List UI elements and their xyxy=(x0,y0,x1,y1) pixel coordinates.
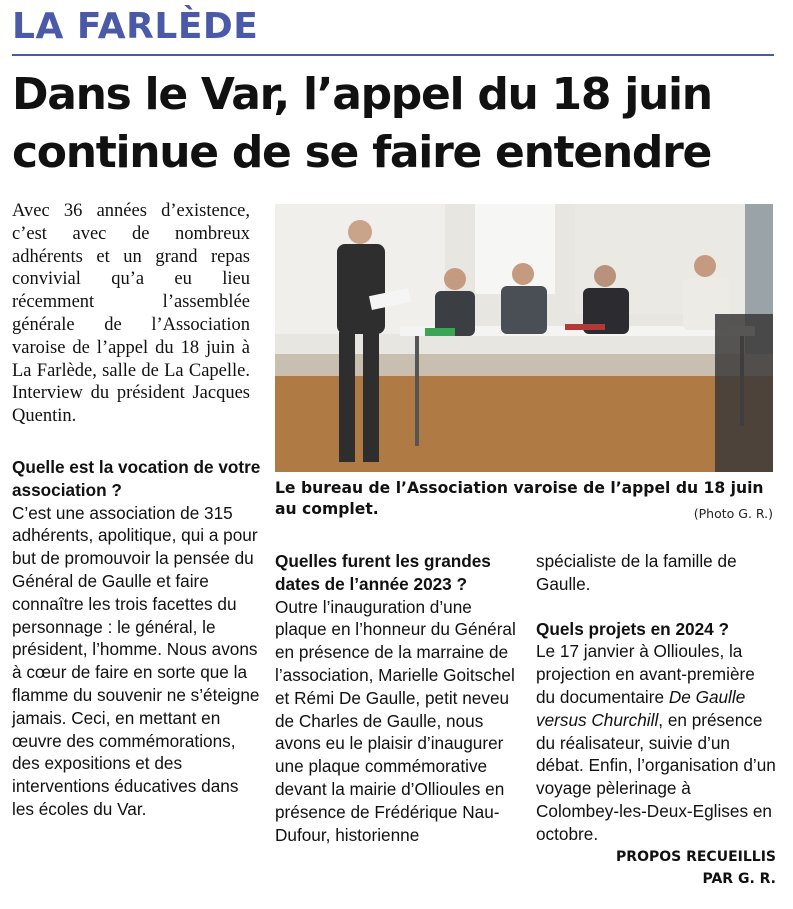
rubric-underline xyxy=(12,54,774,56)
signoff-line-2: PAR G. R. xyxy=(702,870,776,887)
question-vocation: Quelle est la vocation de votre association ? xyxy=(12,457,261,500)
answer-projects-2024 xyxy=(536,640,776,845)
author-signoff xyxy=(536,846,776,890)
question-projects-2024: Quels projets en 2024 ? xyxy=(536,618,729,639)
question-dates-2023: Quelles furent les grandes dates de l’année 2023 ? xyxy=(275,551,491,594)
headline-line-2: continue de se faire entendre xyxy=(12,127,712,178)
answer-dates-2023-continued: spécialiste de la famille de Gaulle. xyxy=(536,551,737,594)
section-rubric: LA FARLÈDE xyxy=(12,6,259,47)
film-title: De Gaulle versus Churchill xyxy=(536,686,746,730)
answer-vocation: C’est une association de 315 adhérents, apolitique, qui a pour but de promouvoir la pensée du Général de Gaulle et faire connaître les trois facettes du personnage : le général, le président, l’homme. Nous avons à cœur de faire en sorte que la flamme du souvenir ne s’éteigne jamais. Ceci, en mettant en œuvre des commémorations, des expositions et des interventions éducatives dans les écoles du Var. xyxy=(12,502,260,819)
answer-projects-2024-part1: Le 17 janvier à Ollioules, la projection en avant-première du documentaire xyxy=(536,641,755,707)
photo-caption: Le bureau de l’Association varoise de l’appel du 18 juin au complet. xyxy=(275,479,764,518)
photo-credit: (Photo G. R.) xyxy=(693,506,773,521)
article-lead: Avec 36 années d’existence, c’est avec de nombreux adhérents et un grand repas convivial qu’a eu lieu récemment l’assemblée générale de l’Association varoise de l’appel du 18 juin à La Farlède, salle de La Capelle. Interview du président Jacques Quentin. xyxy=(12,201,250,427)
headline xyxy=(12,66,782,182)
answer-dates-2023: Outre l’inauguration d’une plaque en l’honneur du Général en présence de la marraine de l’association, Marielle Goitschel et Rémi De Gaulle, petit neveu de Charles de Gaulle, nous avons eu le plaisir d’inaugurer une plaque commémorative devant la mairie d’Ollioules en présence de Frédérique Nau-Dufour, historienne xyxy=(275,596,516,845)
article-photo xyxy=(275,204,773,472)
column-2 xyxy=(275,550,525,846)
answer-projects-2024-part2: , en présence du réalisateur, suivie d’un débat. Enfin, l’organisation d’un voyage pèlerinage à Colombey-les-Deux-Eglises en octobre. xyxy=(536,709,776,844)
photo-meeting-illustration xyxy=(275,204,773,472)
column-3 xyxy=(536,550,776,890)
headline-line-1: Dans le Var, l’appel du 18 juin xyxy=(12,69,712,120)
signoff-line-1: PROPOS RECUEILLIS xyxy=(616,848,776,865)
column-1 xyxy=(12,456,264,821)
